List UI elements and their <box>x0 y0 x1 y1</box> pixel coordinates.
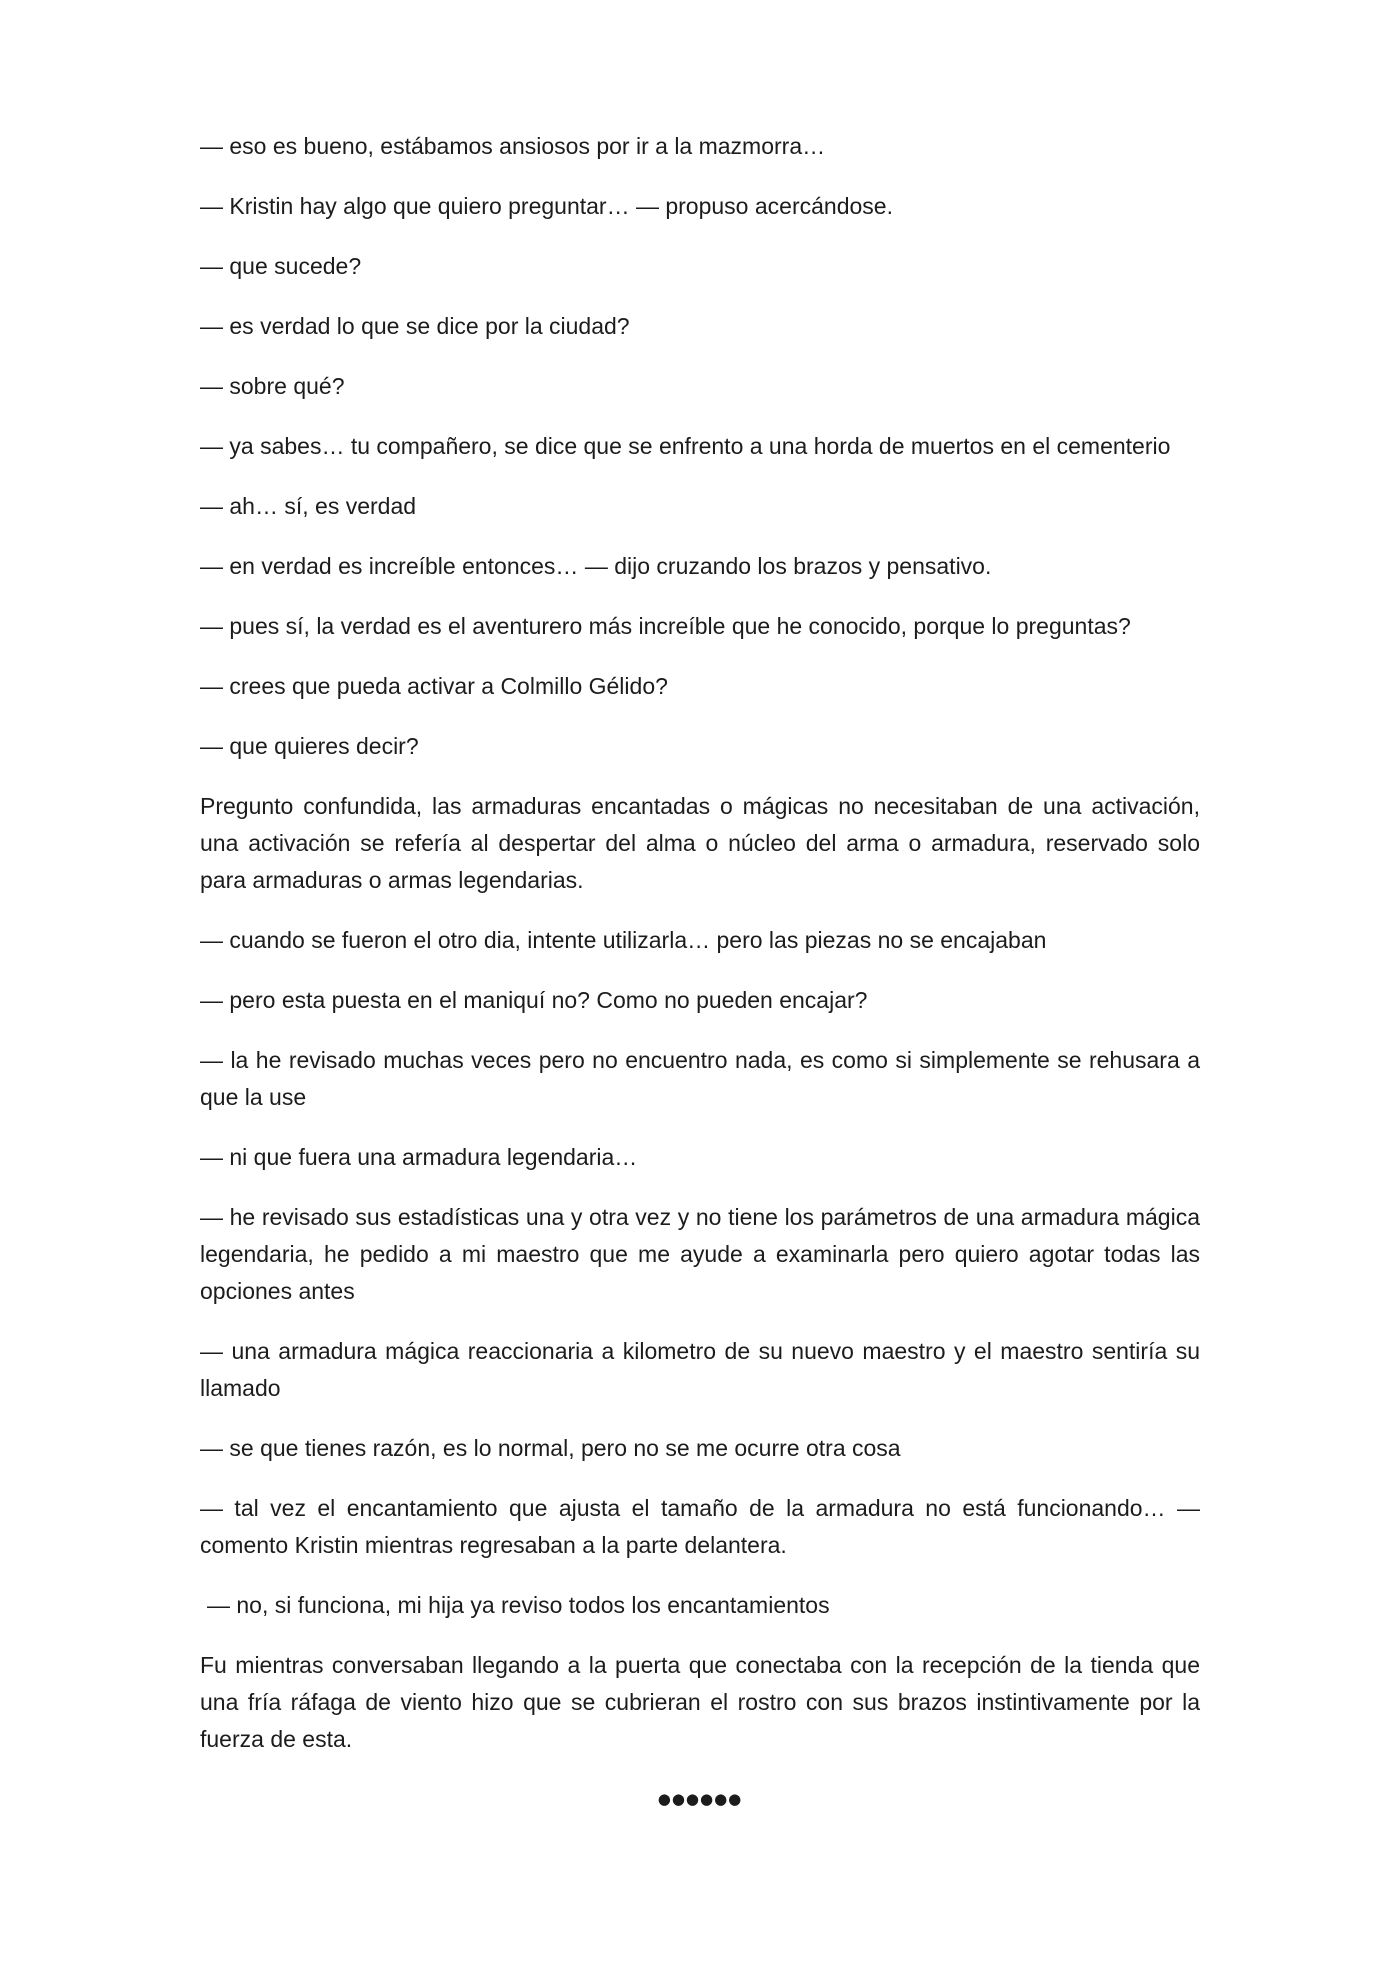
paragraph: — ah… sí, es verdad <box>200 493 417 519</box>
paragraph: — una armadura mágica reaccionaria a kilometro de su nuevo maestro y el maestro sentiría su llamado <box>200 1338 1200 1401</box>
paragraph: — la he revisado muchas veces pero no encuentro nada, es como si simplemente se rehusara a que la use <box>200 1047 1200 1110</box>
paragraph: — pero esta puesta en el maniquí no? Como no pueden encajar? <box>200 987 868 1013</box>
paragraph: — no, si funciona, mi hija ya reviso todos los encantamientos <box>207 1592 830 1618</box>
paragraph: — se que tienes razón, es lo normal, pero no se me ocurre otra cosa <box>200 1435 901 1461</box>
paragraph: — he revisado sus estadísticas una y otra vez y no tiene los parámetros de una armadura mágica legendaria, he pedido a mi maestro que me ayude a examinarla pero quiero agotar todas las opciones antes <box>200 1204 1200 1304</box>
paragraph: — que quieres decir? <box>200 733 419 759</box>
paragraph: — es verdad lo que se dice por la ciudad? <box>200 313 630 339</box>
text-body <box>200 128 1200 1818</box>
paragraph: — tal vez el encantamiento que ajusta el tamaño de la armadura no está funcionando… — comento Kristin mientras regresaban a la parte delantera. <box>200 1495 1200 1558</box>
paragraph: — sobre qué? <box>200 373 345 399</box>
paragraph: — que sucede? <box>200 253 362 279</box>
paragraph: Pregunto confundida, las armaduras encantadas o mágicas no necesitaban de una activación, una activación se refería al despertar del alma o núcleo del arma o armadura, reservado solo para armaduras o armas legendarias. <box>200 793 1200 893</box>
paragraph: — Kristin hay algo que quiero preguntar… — propuso acercándose. <box>200 193 893 219</box>
paragraph: — en verdad es increíble entonces… — dijo cruzando los brazos y pensativo. <box>200 553 992 579</box>
paragraph: — cuando se fueron el otro dia, intente utilizarla… pero las piezas no se encajaban <box>200 927 1047 953</box>
paragraph: — crees que pueda activar a Colmillo Gélido? <box>200 673 668 699</box>
paragraph: — eso es bueno, estábamos ansiosos por ir a la mazmorra… <box>200 133 826 159</box>
paragraph: — pues sí, la verdad es el aventurero más increíble que he conocido, porque lo preguntas? <box>200 613 1131 639</box>
scene-separator: ●●●●●● <box>657 1790 743 1808</box>
paragraph: — ni que fuera una armadura legendaria… <box>200 1144 638 1170</box>
paragraph: — ya sabes… tu compañero, se dice que se enfrento a una horda de muertos en el cementerio <box>200 433 1171 459</box>
paragraph: Fu mientras conversaban llegando a la puerta que conectaba con la recepción de la tienda que una fría ráfaga de viento hizo que se cubrieran el rostro con sus brazos instintivamente por la fuerza de esta. <box>200 1652 1200 1752</box>
